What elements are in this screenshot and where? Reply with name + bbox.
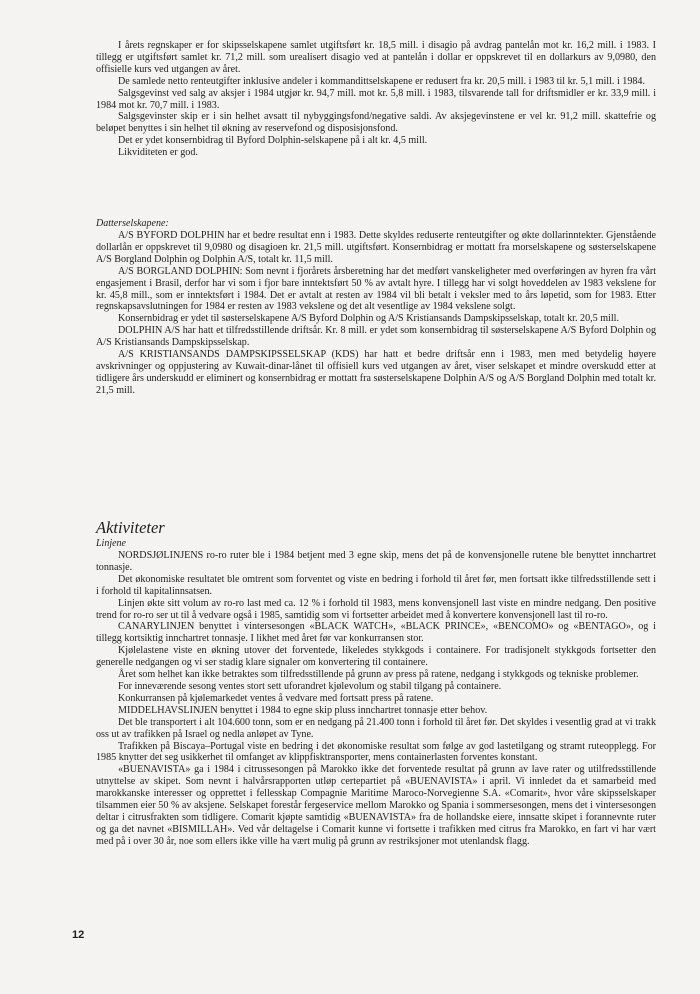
subsidiaries-section — [96, 218, 656, 397]
paragraph: Salgsgevinst ved salg av aksjer i 1984 utgjør kr. 94,7 mill. mot kr. 5,8 mill. i 1983, tilsvarende tall for driftsmidler er kr. 33,9 mill. i 1984 mot kr. 70,7 mill. i 1983. — [96, 87, 656, 111]
page-number: 12 — [72, 929, 85, 941]
paragraph: A/S KRISTIANSANDS DAMPSKIPSSELSKAP (KDS) har hatt et bedre driftsår enn i 1983, men med betydelig høyere avskrivninger og oppjustering av Kuwait-dinar-lånet til offisiell kurs ved utgangen av året, viser selskapet et mindre overskudd etter at tidligere års underskudd er eliminert og konsernbidrag er mottatt fra søsterselskapene Dolphin A/S og A/S Borgland Dolphin med totalt kr. 21,5 mill. — [96, 349, 656, 396]
paragraph: MIDDELHAVSLINJEN benyttet i 1984 to egne skip pluss innchartret tonnasje etter behov. — [118, 704, 488, 716]
paragraph: A/S BYFORD DOLPHIN har et bedre resultat enn i 1983. Dette skyldes reduserte renteutgifter og økte dollarinntekter. Gjenstående dollarlån er oppskrevet til 9,0980 og disagioen kr. 21,5 mill. utgiftsført. Konsernbidrag er mottatt fra morselskapene og søsterselskapene A/S Borgland Dolphin og Dolphin A/S, totalt kr. 11,5 mill. — [96, 230, 656, 265]
section-subheading: Datterselskapene: — [96, 218, 169, 229]
paragraph: DOLPHIN A/S har hatt et tilfredsstillende driftsår. Kr. 8 mill. er ydet som konsernbidrag til søsterselskapene A/S Byford Dolphin og A/S Kristiansands Dampskipsselskap. — [96, 325, 656, 349]
paragraph: Kjølelastene viste en økning utover det forventede, likeledes stykkgods i containere. For tradisjonelt stykkgods fortsetter den generelle nedgangen og vi ser stadig klare signaler om konvertering til containere. — [96, 645, 656, 669]
paragraph: Det økonomiske resultatet ble omtrent som forventet og viste en bedring i forhold til året før, men fortsatt ikke tilfredsstillende sett i i forhold til kapitalinnsatsen. — [96, 573, 656, 597]
intro-section — [96, 40, 656, 159]
paragraph: CANARYLINJEN benyttet i vintersesongen «BLACK WATCH», «BLACK PRINCE», «BENCOMO» og «BENTAGO», og i tillegg kortsiktig innchartret tonnasje. I likhet med året før var konkurransen stor. — [96, 621, 656, 645]
section-title: Aktiviteter — [96, 518, 165, 537]
paragraph: Det er ydet konsernbidrag til Byford Dolphin-selskapene på i alt kr. 4,5 mill. — [118, 135, 428, 147]
paragraph: Konkurransen på kjølemarkedet ventes å vedvare med fortsatt press på ratene. — [118, 692, 434, 704]
paragraph: I årets regnskaper er for skipsselskapene samlet utgiftsført kr. 18,5 mill. i disagio på avdrag pantelån mot kr. 16,2 mill. i 1983. I tillegg er utgiftsført samlet kr. 71,2 mill. som urealisert disagio ved at pantelån i dollar er oppskrevet til en dollarkurs av 9,0980, den offisielle kurs ved utgangen av året. — [96, 40, 656, 75]
paragraph: Linjen økte sitt volum av ro-ro last med ca. 12 % i forhold til 1983, mens konvensjonell last viste en mindre nedgang. Den positive trend for ro-ro ser ut til å vedvare også i 1985, samtidig som vi fortsetter arbeidet med å konvertere konvensjonell last til ro-ro. — [96, 597, 656, 621]
paragraph: NORDSJØLINJENS ro-ro ruter ble i 1984 betjent med 3 egne skip, mens det på de konvensjonelle rutene ble benyttet innchartret tonnasje. — [96, 550, 656, 573]
activities-section — [96, 518, 656, 848]
paragraph: Året som helhet kan ikke betraktes som tilfredsstillende på grunn av press på ratene, nedgang i stykkgods og tekniske problemer. — [118, 669, 639, 681]
paragraph: For inneværende sesong ventes stort sett uforandret kjølevolum og stabil tilgang på containere. — [118, 680, 502, 692]
paragraph: Det ble transportert i alt 104.600 tonn, som er en nedgang på 21.400 tonn i forhold til året før. Det skyldes i vesentlig grad at vi trakk oss ut av trafikken på Israel og nedla anløpet av Tyne. — [96, 716, 656, 740]
paragraph: Konsernbidrag er ydet til søsterselskapene A/S Byford Dolphin og A/S Kristiansands Dampskipsselskap, totalt kr. 20,5 mill. — [118, 313, 619, 325]
paragraph: Salgsgevinster skip er i sin helhet avsatt til nybyggingsfond/negative saldi. Av aksjegevinstene er vel kr. 91,2 mill. skattefrie og beløpet benyttes i sin helhet til økning av reservefond og disposisjonsfond. — [96, 111, 656, 135]
paragraph: De samlede netto renteutgifter inklusive andeler i kommandittselskapene er redusert fra kr. 20,5 mill. i 1983 til kr. 5,1 mill. i 1984. — [118, 75, 645, 87]
paragraph: A/S BORGLAND DOLPHIN: Som nevnt i fjorårets årsberetning har det medført vanskeligheter med overføringen av hyren fra vårt engasjement i Brasil, derfor har vi som i fjor bare inntektsført 50 % av avtalt hyre. I tillegg har vi solgt hoveddelen av 1983 vekslene for kr. 45,8 mill., som er inntektsført i 1984. Det er avtalt at resten av 1984 vil bli betalt i veksler med to års løpetid, som for 1983. Etter regnskapsavslutningen for 1984 er resten av 1983 vekslene og det alt vesentlige av 1984 vekslene solgt. — [96, 265, 656, 313]
paragraph: Likviditeten er god. — [118, 147, 198, 159]
paragraph: «BUENAVISTA» ga i 1984 i citrussesongen på Marokko ikke det forventede resultat på grunn av lave rater og utilfredsstillende utnyttelse av skipet. Som nevnt i halvårsrapporten utløp certepartiet på «BUENAVISTA» i april. Vi innledet da et samarbeid med marokkanske interesser og opprettet i fellesskap Compagnie Maritime Maroco-Norvegienne S.A. «Comarit», hvor våre skipsselskaper tilsammen eier 50 % av aksjene. Selskapet forestår fergeservice mellom Marokko og Spania i sommersesongen, mens det i vintersesongen deltar i citrusfrakten som tidligere. Comarit kjøpte samtidig «BUENAVISTA» fra de hollandske eiere, innsatte skipet i forannevnte ruter og ga det navnet «BISMILLAH». Ved vår deltagelse i Comarit kunne vi fortsette i trafikken med citrus fra Marokko, en fart vi har vært med på i over 30 år, noe som ellers ikke ville ha vært mulig på grunn av restriksjoner mot utenlandsk flagg. — [96, 764, 656, 847]
section-subheading: Linjene — [96, 538, 126, 549]
paragraph: Trafikken på Biscaya–Portugal viste en bedring i det økonomiske resultat som følge av god lastetilgang og stramt ruteopplegg. For 1985 knytter det seg usikkerhet til omfanget av klippfisktransporter, mens containerlasten forventes konstant. — [96, 740, 656, 764]
